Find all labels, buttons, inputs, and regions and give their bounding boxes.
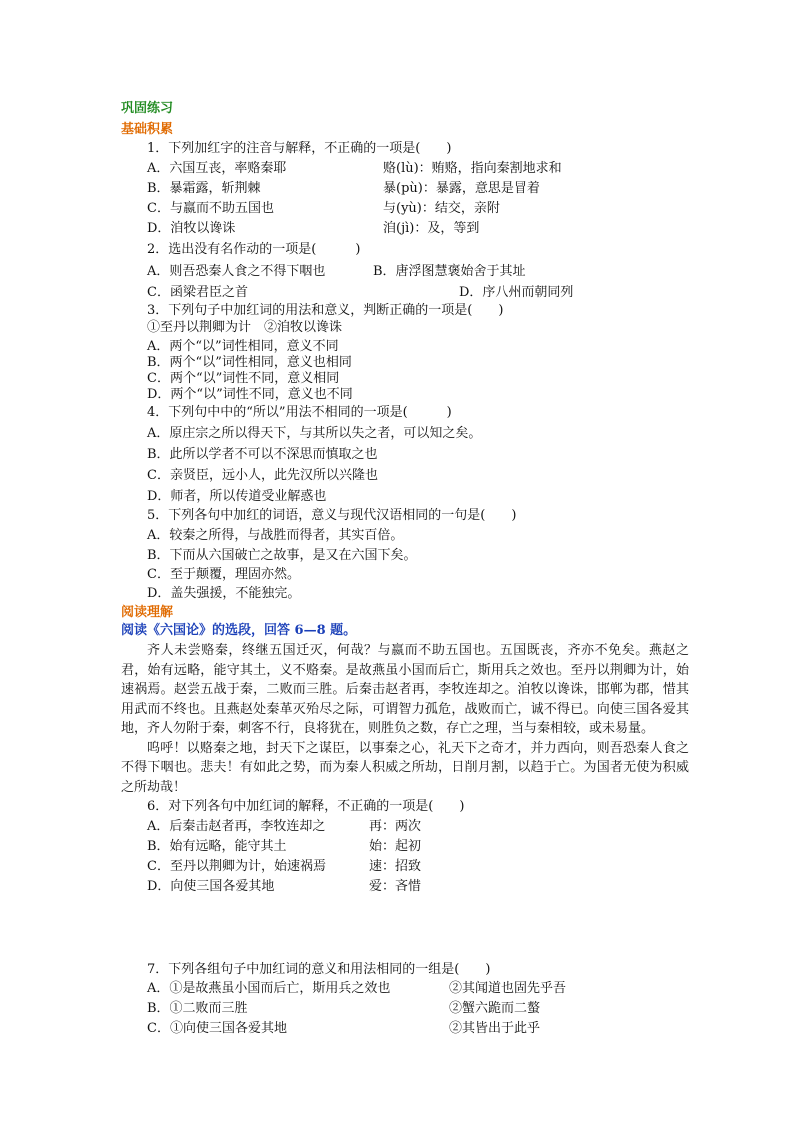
q3-option-d: D．两个“以”词性不同，意义也不同	[147, 387, 353, 402]
q3-option-b: B．两个“以”词性相同，意义也相同	[147, 355, 352, 370]
q7-option-a-second: ②其闻道也固先乎吾	[449, 981, 567, 996]
question-6-stem: 6．对下列各句中加红词的解释，不正确的一项是( )	[147, 799, 465, 814]
q3-option-a: A．两个“以”词性相同，意义不同	[147, 339, 339, 354]
question-5-stem: 5．下列各句中加红的词语，意义与现代汉语相同的一句是( )	[147, 508, 517, 523]
question-1-stem: 1．下列加红字的注音与解释，不正确的一项是( )	[147, 141, 452, 156]
q7-option-b-second: ②蟹六跪而二螯	[449, 1001, 541, 1016]
q7-option-b: B．①二败而三胜	[147, 1001, 248, 1016]
passage-paragraph-1: 齐人未尝赂秦，终继五国迁灭，何哉？与嬴而不助五国也。五国既丧，齐亦不免矣。燕赵之君，始有远略，能守其土，义不赂秦。是故燕虽小国而后亡，斯用兵之效也。至丹以荆卿为计，始速祸焉。赵尝五战于秦，二败而三胜。后秦击赵者再，李牧连却之。洎牧以谗诛，邯郸为郡，惜其用武而不终也。且燕赵处秦革灭殆尽之际，可谓智力孤危，战败而亡，诚不得已。向使三国各爱其地，齐人勿附于秦，刺客不行，良将犹在，则胜负之数，存亡之理，当与秦相较，或未易量。	[121, 643, 689, 736]
reading-instruction: 阅读《六国论》的选段，回答 6—8 题。	[121, 623, 357, 638]
q5-option-d: D．盖失强援，不能独完。	[147, 586, 301, 601]
q2-option-c: C．函梁君臣之首	[147, 285, 248, 300]
q1-option-b-note: 暴(pù)：暴露，意思是冒着	[383, 181, 540, 196]
section-heading-reading: 阅读理解	[121, 605, 174, 620]
q4-option-d: D．师者，所以传道受业解惑也	[147, 489, 327, 504]
question-3-stem: 3．下列句子中加红词的用法和意义，判断正确的一项是( )	[147, 303, 504, 318]
q2-option-a: A．则吾恐秦人食之不得下咽也	[147, 264, 326, 279]
q2-option-d: D．序八州而朝同列	[459, 285, 574, 300]
q1-option-c: C．与嬴而不助五国也	[147, 201, 274, 216]
q6-option-d-note: 爱：吝惜	[369, 879, 422, 894]
q3-sentences: ①至丹以荆卿为计 ②洎牧以谗诛	[147, 320, 343, 335]
q1-option-d-note: 洎(jì)：及，等到	[383, 221, 480, 236]
q7-option-c: C．①向使三国各爱其地	[147, 1021, 287, 1036]
q6-option-a: A．后秦击赵者再，李牧连却之	[147, 819, 326, 834]
q6-option-c-note: 速：招致	[369, 859, 422, 874]
section-heading-basic: 基础积累	[121, 122, 174, 137]
q7-option-c-second: ②其皆出于此乎	[449, 1021, 541, 1036]
question-4-stem: 4．下列句中中的“所以”用法不相同的一项是( )	[147, 405, 452, 420]
q6-option-d: D．向使三国各爱其地	[147, 879, 275, 894]
section-heading-consolidate: 巩固练习	[121, 101, 174, 116]
q6-option-c: C．至丹以荆卿为计，始速祸焉	[147, 859, 326, 874]
q5-option-c: C．至于颠覆，理固亦然。	[147, 567, 300, 582]
q4-option-b: B．此所以学者不可以不深思而慎取之也	[147, 447, 378, 462]
q7-option-a: A．①是故燕虽小国而后亡，斯用兵之效也	[147, 981, 391, 996]
q4-option-a: A．原庄宗之所以得天下，与其所以失之者，可以知之矣。	[147, 426, 482, 441]
q1-option-c-note: 与(yù)：结交，亲附	[383, 201, 500, 216]
q6-option-a-note: 再：两次	[369, 819, 422, 834]
passage-paragraph-2: 呜呼！以赂秦之地，封天下之谋臣，以事秦之心，礼天下之奇才，并力西向，则吾恐秦人食之不得下咽也。悲夫！有如此之势，而为秦人积威之所劫，日削月割，以趋于亡。为国者无使为积威之所劫哉！	[121, 740, 689, 795]
q4-option-c: C．亲贤臣，远小人，此先汉所以兴隆也	[147, 468, 378, 483]
q3-option-c: C．两个“以”词性不同，意义相同	[147, 371, 340, 386]
q1-option-b: B．暴霜露，斩荆棘	[147, 181, 261, 196]
q1-option-a-note: 赂(lù)：贿赂，指向秦割地求和	[383, 161, 562, 176]
q1-option-a: A．六国互丧，率赂秦耶	[147, 161, 287, 176]
q6-option-b-note: 始：起初	[369, 839, 422, 854]
q6-option-b: B．始有远略，能守其土	[147, 839, 287, 854]
q5-option-a: A．较秦之所得，与战胜而得者，其实百倍。	[147, 528, 404, 543]
q1-option-d: D．洎牧以谗诛	[147, 221, 236, 236]
q5-option-b: B．下而从六国破亡之故事，是又在六国下矣。	[147, 548, 417, 563]
question-7-stem: 7．下列各组句子中加红词的意义和用法相同的一组是( )	[147, 962, 491, 977]
q2-option-b: B．唐浮图慧褒始舍于其址	[373, 264, 526, 279]
passage	[121, 641, 689, 797]
question-2-stem: 2．选出没有名作动的一项是( )	[147, 242, 361, 257]
